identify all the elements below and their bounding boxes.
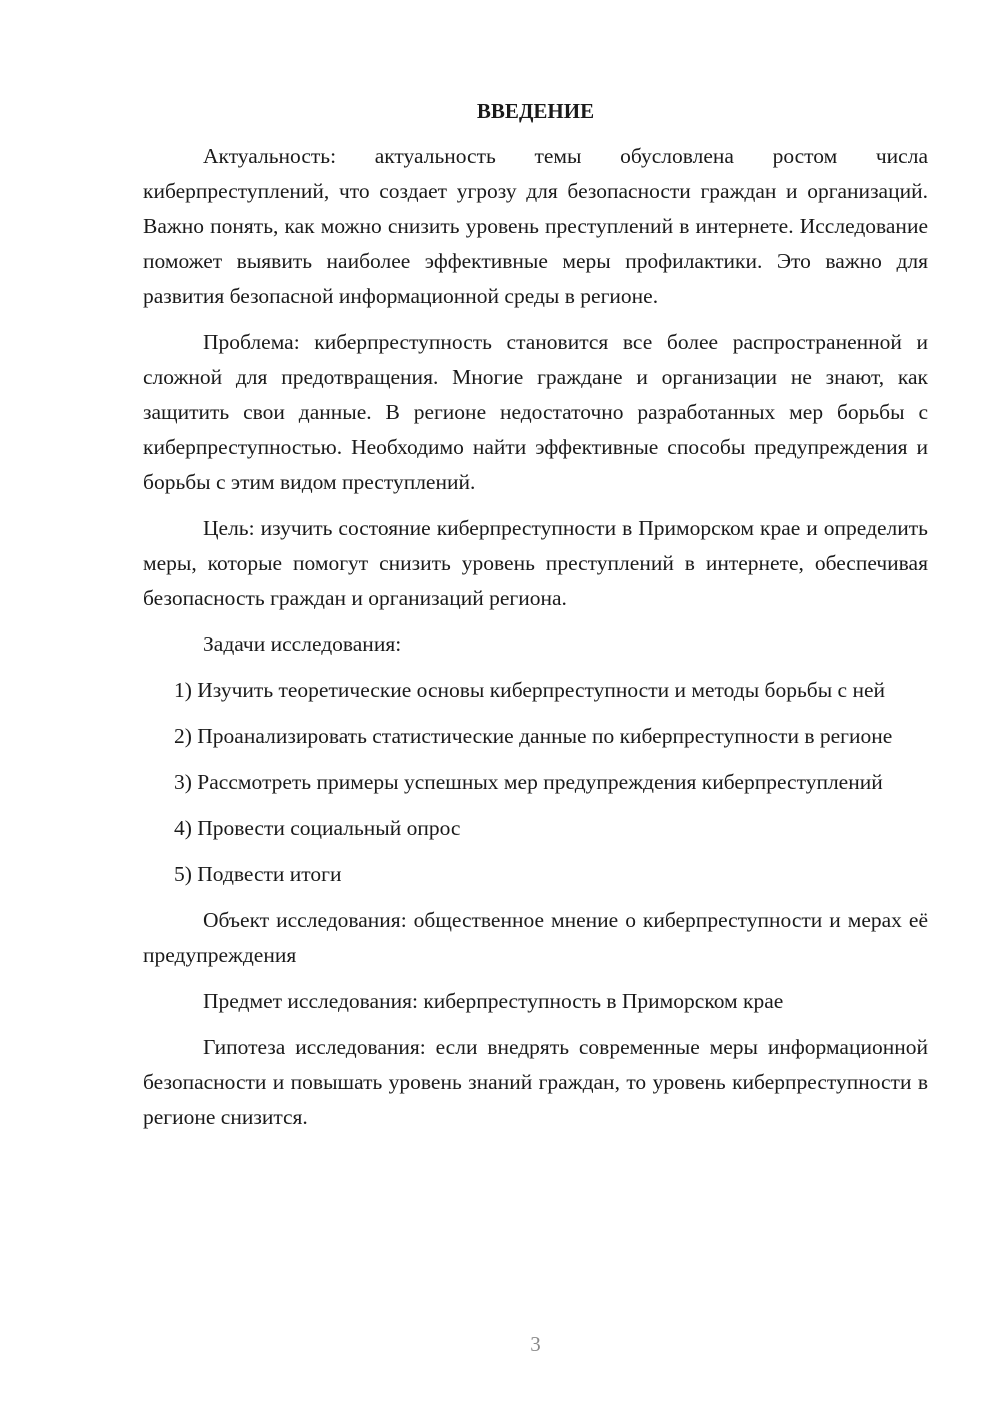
object-paragraph: Объект исследования: общественное мнение о киберпреступности и мерах её предупреждения <box>143 908 928 967</box>
subject-paragraph: Предмет исследования: киберпреступность в Приморском крае <box>203 989 784 1013</box>
task-item-2: 2) Проанализировать статистические данные по киберпреступности в регионе <box>174 724 893 748</box>
hypothesis-paragraph: Гипотеза исследования: если внедрять современные меры информационной безопасности и повышать уровень знаний граждан, то уровень киберпреступности в регионе снизится. <box>143 1035 928 1129</box>
goal-paragraph: Цель: изучить состояние киберпреступности в Приморском крае и определить меры, которые помогут снизить уровень преступлений в интернете, обеспечивая безопасность граждан и организаций региона. <box>143 516 928 610</box>
problem-paragraph: Проблема: киберпреступность становится все более распространенной и сложной для предотвращения. Многие граждане и организации не знают, как защитить свои данные. В регионе недостаточно разработанных мер борьбы с киберпреступностью. Необходимо найти эффективные способы предупреждения и борьбы с этим видом преступлений. <box>143 330 928 494</box>
task-item-3: 3) Рассмотреть примеры успешных мер предупреждения киберпреступлений <box>174 770 883 794</box>
task-item-5: 5) Подвести итоги <box>174 862 342 886</box>
task-item-1: 1) Изучить теоретические основы киберпреступности и методы борьбы с ней <box>174 678 886 702</box>
tasks-heading: Задачи исследования: <box>203 632 402 656</box>
relevance-paragraph: Актуальность: актуальность темы обусловлена ростом числа киберпреступлений, что создает угрозу для безопасности граждан и организаций. Важно понять, как можно снизить уровень преступлений в интернете. Исследование поможет выявить наиболее эффективные меры профилактики. Это важно для развития безопасной информационной среды в регионе. <box>143 144 928 308</box>
page-number: 3 <box>530 1332 541 1356</box>
document-title: ВВЕДЕНИЕ <box>476 99 595 123</box>
document-page <box>143 94 928 1146</box>
task-item-4: 4) Провести социальный опрос <box>174 816 461 840</box>
